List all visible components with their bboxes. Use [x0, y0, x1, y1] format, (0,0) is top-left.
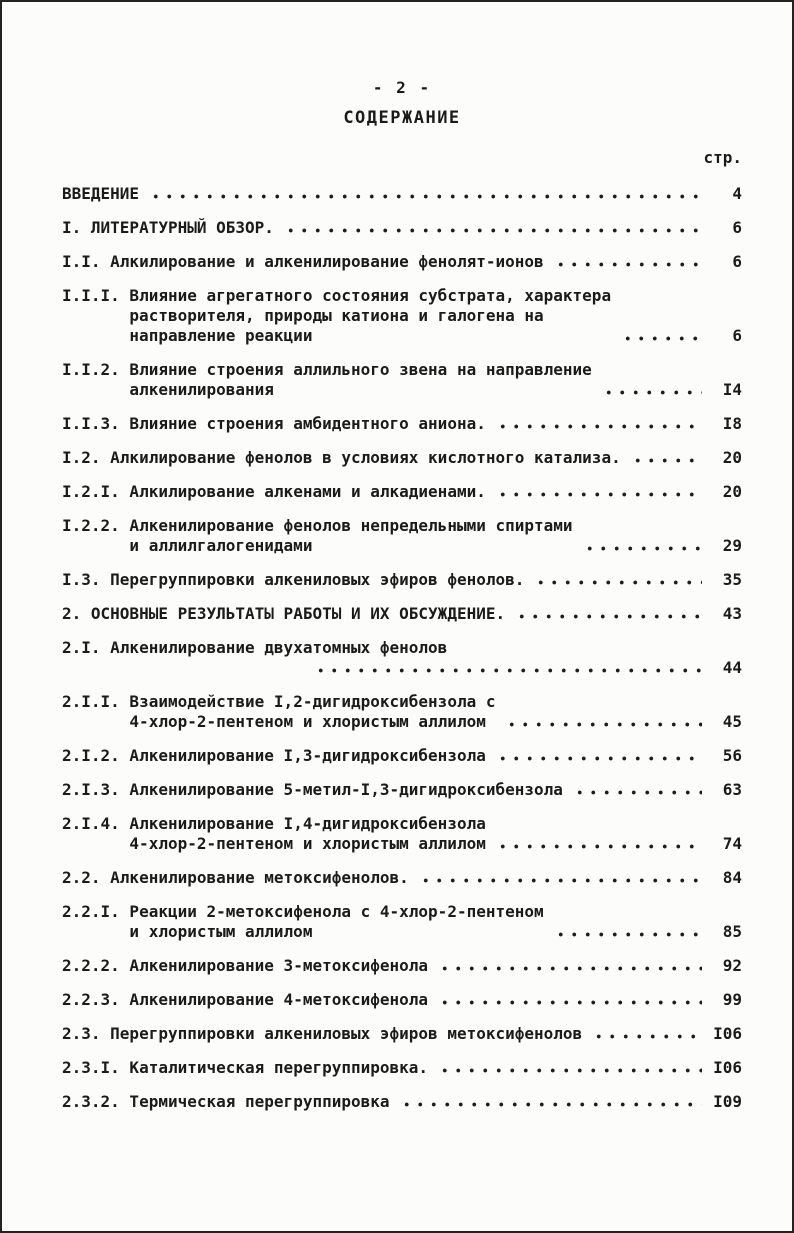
toc-entry-label: 2.I.4. Алкенилирование I,4-дигидроксибензола 4-хлор-2-пентеном и хлористым аллилом: [62, 814, 486, 853]
toc-entry-label: I.2.I. Алкилирование алкенами и алкадиенами.: [62, 482, 486, 501]
toc-entry-page: I4: [722, 380, 742, 399]
toc-entry: [62, 956, 742, 976]
toc-entry-page: 63: [722, 780, 742, 799]
toc-entry-label: 2. ОСНОВНЫЕ РЕЗУЛЬТАТЫ РАБОТЫ И ИХ ОБСУЖДЕНИЕ.: [62, 604, 506, 623]
toc-entry-page: 85: [722, 922, 742, 941]
leader-dots: [532, 570, 702, 590]
toc-entry: [62, 482, 742, 502]
page-title: СОДЕРЖАНИЕ: [343, 108, 461, 128]
toc-entry: [62, 814, 742, 854]
toc-entry: [62, 990, 742, 1010]
toc-entry-page: 92: [722, 956, 742, 975]
toc-entry: [62, 746, 742, 766]
toc-entry-label: I.I.I. Влияние агрегатного состояния субстрата, характера растворителя, природы катиона и галогена на направление реакции: [62, 286, 612, 345]
toc-entry-label: 2.3.I. Каталитическая перегруппировка.: [62, 1058, 429, 1077]
toc-entry: [62, 902, 742, 942]
toc-entry-page: 6: [732, 326, 742, 345]
leader-dots: [494, 414, 702, 434]
toc-entry-page: 74: [722, 834, 742, 853]
toc-entry: [62, 516, 742, 556]
toc-entry-label: 2.I.3. Алкенилирование 5-метил-I,3-дигидроксибензола: [62, 780, 563, 799]
leader-dots: [494, 482, 702, 502]
toc-entry-label: I.I.2. Влияние строения аллильного звена на направление алкенилирования: [62, 360, 592, 399]
toc-entry-label: 2.2.2. Алкенилирование 3-метоксифенола: [62, 956, 429, 975]
toc-entry-label: 2.I. Алкенилирование двухатомных фенолов: [62, 638, 448, 657]
toc-entry-page: 4: [732, 184, 742, 203]
leader-dots: [629, 448, 702, 468]
toc-entry: [62, 604, 742, 624]
toc-entry-page: 45: [722, 712, 742, 731]
toc-entry-page: 43: [722, 604, 742, 623]
leader-dots: [147, 184, 702, 204]
leader-dots: [552, 922, 702, 942]
toc-entry-page: 29: [722, 536, 742, 555]
toc-entry-page: 99: [722, 990, 742, 1009]
page-number-header: - 2 -: [372, 78, 432, 97]
leader-dots: [513, 604, 702, 624]
table-of-contents: [62, 184, 742, 1112]
toc-entry-page: 6: [732, 218, 742, 237]
toc-entry-page: 20: [722, 448, 742, 467]
toc-entry-label: I.I. Алкилирование и алкенилирование фенолят-ионов: [62, 252, 544, 271]
toc-entry: [62, 448, 742, 468]
leader-dots: [312, 658, 702, 678]
toc-entry-label: 2.3. Перегруппировки алкениловых эфиров метоксифенолов: [62, 1024, 583, 1043]
toc-entry-label: 2.2.I. Реакции 2-метоксифенола с 4-хлор-2-пентеном и хлористым аллилом: [62, 902, 544, 941]
leader-dots: [398, 1092, 702, 1112]
leader-dots: [494, 746, 702, 766]
leader-dots: [436, 990, 702, 1010]
toc-entry-label: I.I.3. Влияние строения амбидентного аниона.: [62, 414, 486, 433]
leader-dots: [590, 1024, 702, 1044]
toc-entry-page: 84: [722, 868, 742, 887]
toc-entry-label: I.2.2. Алкенилирование фенолов непредельными спиртами и аллилгалогенидами: [62, 516, 573, 555]
toc-entry-label: 2.I.I. Взаимодействие I,2-дигидроксибензола с 4-хлор-2-пентеном и хлористым аллилом: [62, 692, 496, 731]
toc-entry: [62, 638, 742, 678]
leader-dots: [436, 956, 702, 976]
toc-entry: [62, 218, 742, 238]
toc-entry: [62, 1058, 742, 1078]
toc-entry-page: I8: [722, 414, 742, 433]
toc-entry: [62, 1092, 742, 1112]
toc-entry-label: 2.I.2. Алкенилирование I,3-дигидроксибензола: [62, 746, 486, 765]
leader-dots: [600, 380, 702, 400]
toc-entry-label: 2.3.2. Термическая перегруппировка: [62, 1092, 390, 1111]
leader-dots: [619, 326, 702, 346]
leader-dots: [552, 252, 702, 272]
leader-dots: [417, 868, 702, 888]
toc-entry-page: 44: [722, 658, 742, 677]
toc-entry-page: 6: [732, 252, 742, 271]
page-content: [2, 2, 792, 1112]
toc-entry-label: 2.2.3. Алкенилирование 4-метоксифенола: [62, 990, 429, 1009]
toc-entry: [62, 286, 742, 346]
toc-entry-page: 20: [722, 482, 742, 501]
toc-entry-label: I.2. Алкилирование фенолов в условиях кислотного катализа.: [62, 448, 621, 467]
toc-entry-page: 35: [722, 570, 742, 589]
leader-dots: [494, 834, 702, 854]
toc-entry-label: I. ЛИТЕРАТУРНЫЙ ОБЗОР.: [62, 218, 274, 237]
toc-entry: [62, 252, 742, 272]
leader-dots: [571, 780, 702, 800]
toc-entry: [62, 414, 742, 434]
toc-entry: [62, 570, 742, 590]
toc-entry-page: I09: [713, 1092, 742, 1111]
page-column-label: стр.: [703, 148, 742, 167]
leader-dots: [436, 1058, 702, 1078]
toc-entry-page: I06: [713, 1058, 742, 1077]
toc-entry-label: 2.2. Алкенилирование метоксифенолов.: [62, 868, 409, 887]
toc-entry: [62, 780, 742, 800]
toc-entry: [62, 692, 742, 732]
toc-entry-page: I06: [713, 1024, 742, 1043]
toc-entry: [62, 868, 742, 888]
leader-dots: [503, 712, 702, 732]
toc-entry: [62, 184, 742, 204]
toc-entry-label: ВВЕДЕНИЕ: [62, 184, 140, 203]
toc-entry: [62, 1024, 742, 1044]
toc-entry-page: 56: [722, 746, 742, 765]
leader-dots: [581, 536, 702, 556]
leader-dots: [282, 218, 702, 238]
toc-entry: [62, 360, 742, 400]
toc-entry-label: I.3. Перегруппировки алкениловых эфиров фенолов.: [62, 570, 525, 589]
